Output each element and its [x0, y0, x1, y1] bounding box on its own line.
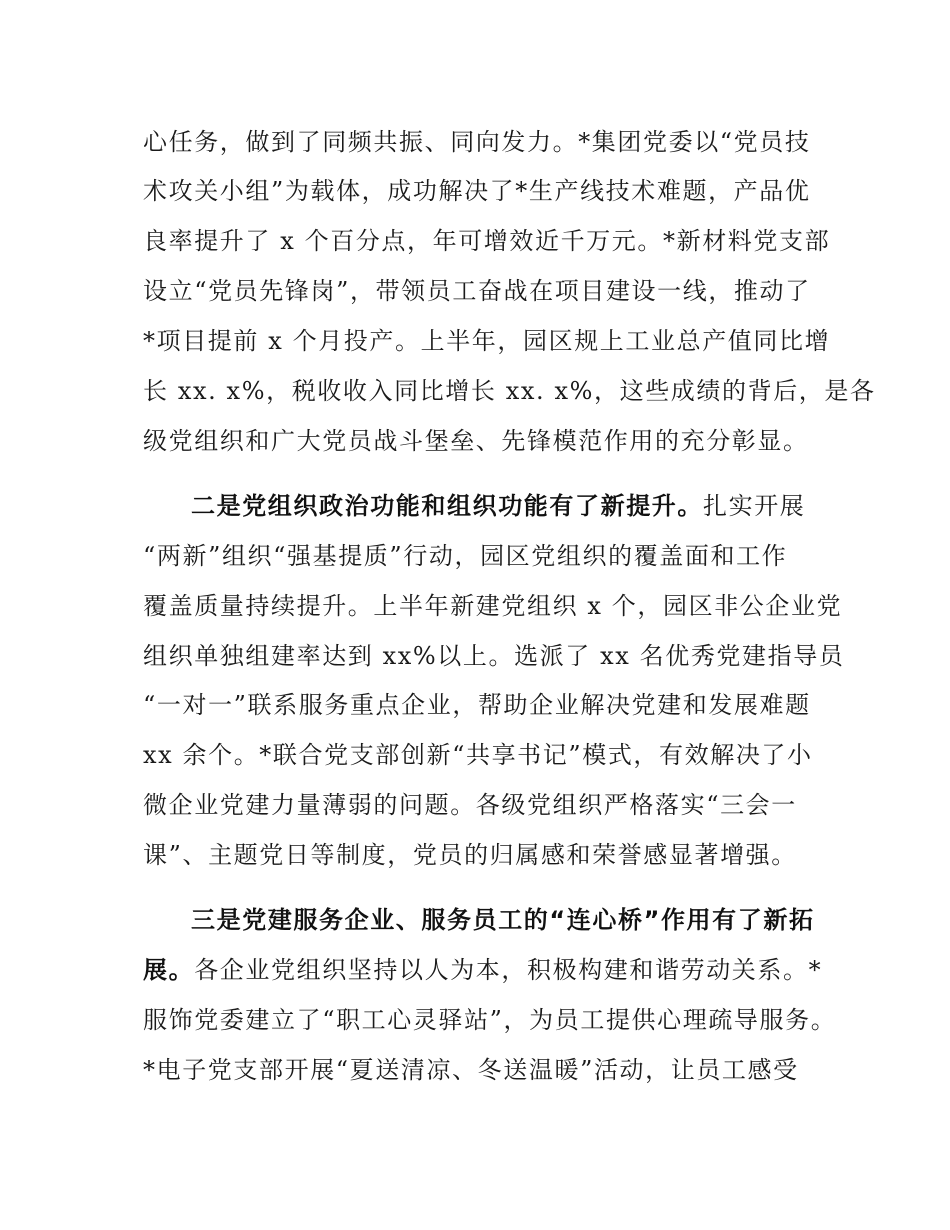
paragraph-2-line-7: 课”、主题党日等制度，党员的归属感和荣誉感显著增强。 [143, 841, 797, 869]
paragraph-2-heading-line [191, 490, 805, 522]
paragraph-3-heading-end: 展。 [143, 956, 195, 984]
paragraph-2-line-4: “一对一”联系服务重点企业，帮助企业解决党建和发展难题 [143, 691, 811, 719]
paragraph-3-heading-line-1: 三是党建服务企业、服务员工的“连心桥”作用有了新拓 [191, 906, 815, 934]
paragraph-1-line-1: 心任务，做到了同频共振、同向发力。*集团党委以“党员技 [143, 128, 811, 156]
paragraph-2-heading-tail: 扎实开展 [703, 492, 806, 520]
paragraph-2-line-1: “两新”组织“强基提质”行动，园区党组织的覆盖面和工作 [143, 542, 788, 570]
paragraph-3-heading-line-2 [143, 954, 822, 986]
paragraph-1-line-3: 良率提升了 x 个百分点，年可增效近千万元。*新材料党支部 [143, 227, 831, 255]
paragraph-1-line-5: *项目提前 x 个月投产。上半年，园区规上工业总产值同比增 [143, 327, 831, 355]
paragraph-1-line-7: 级党组织和广大党员战斗堡垒、先锋模范作用的充分彰显。 [143, 427, 809, 455]
paragraph-2-line-2: 覆盖质量持续提升。上半年新建党组织 x 个，园区非公企业党 [143, 592, 843, 620]
paragraph-2-line-3: 组织单独组建率达到 xx%以上。选派了 xx 名优秀党建指导员 [143, 642, 845, 670]
paragraph-3-line-2: *电子党支部开展“夏送清凉、冬送温暖”活动，让员工感受 [143, 1056, 799, 1084]
paragraph-1-line-6: 长 xx. x%，税收收入同比增长 xx. x%，这些成绩的背后，是各 [143, 377, 876, 405]
paragraph-2-line-6: 微企业党建力量薄弱的问题。各级党组织严格落实“三会一 [143, 791, 797, 819]
paragraph-1-line-4: 设立“党员先锋岗”，带领员工奋战在项目建设一线，推动了 [143, 277, 811, 305]
paragraph-2-line-5: xx 余个。*联合党支部创新“共享书记”模式，有效解决了小 [143, 741, 813, 769]
paragraph-3-heading-line-2-tail: 各企业党组织坚持以人为本，积极构建和谐劳动关系。* [194, 956, 823, 984]
paragraph-2-heading: 二是党组织政治功能和组织功能有了新提升。 [191, 492, 703, 520]
paragraph-3-line-1: 服饰党委建立了“职工心灵驿站”，为员工提供心理疏导服务。 [143, 1006, 837, 1034]
paragraph-1-line-2: 术攻关小组”为载体，成功解决了*生产线技术难题，产品优 [143, 177, 811, 205]
